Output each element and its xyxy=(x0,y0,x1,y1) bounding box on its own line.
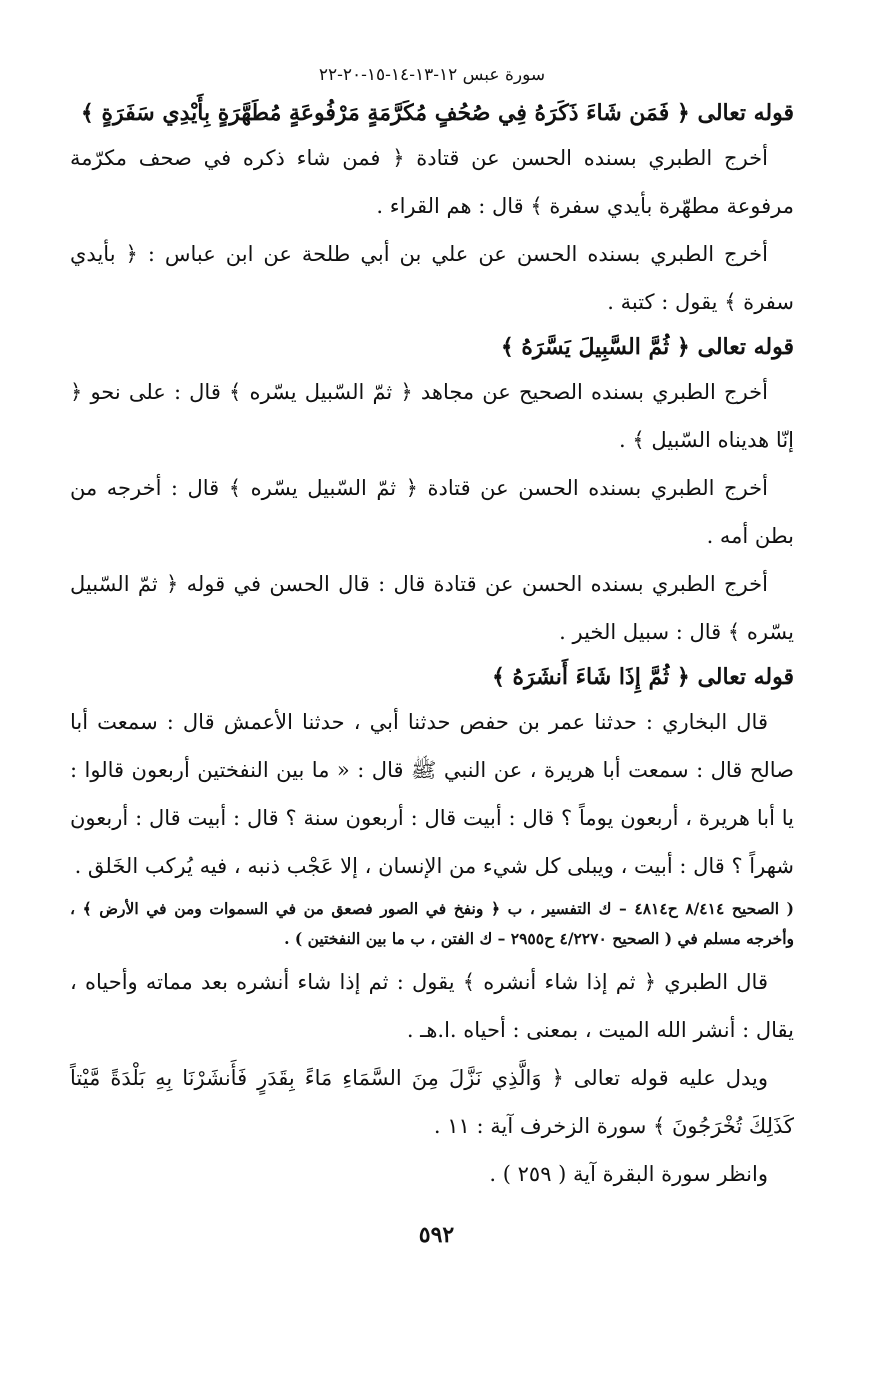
document-page xyxy=(70,62,794,1322)
commentary-paragraph: وانظر سورة البقرة آية ( ٢٥٩ ) . xyxy=(489,1162,768,1186)
page-number: ٥٩٢ xyxy=(418,1222,455,1248)
hadith-paragraph: قال البخاري : حدثنا عمر بن حفص حدثنا أبي ، حدثنا الأعمش قال : سمعت أبا صالح قال : سمعت أبا هريرة ، عن النبي ﷺ قال : « ما بين النفختين أربعون قالوا : يا أبا هريرة ، أربعون يوماً ؟ قال : أبيت قال : أربعون سنة ؟ قال : أبيت قال : أربعون شهراً ؟ قال : أبيت ، ويبلى كل شيء من الإنسان ، إلا عَجْب ذنبه ، فيه يُركب الخَلق . xyxy=(70,710,794,878)
verse-heading: قوله تعالى ﴿ ثُمَّ إِذَا شَاءَ أَنشَرَهُ ﴾ xyxy=(491,664,794,690)
commentary-paragraph: قال الطبري ﴿ ثم إذا شاء أنشره ﴾ يقول : ثم إذا شاء أنشره بعد مماته وأحياه ، يقال : أنشر الله الميت ، بمعنى : أحياه .ا.هـ . xyxy=(70,970,794,1042)
commentary-paragraph: أخرج الطبري بسنده الصحيح عن مجاهد ﴿ ثمّ السّبيل يسّره ﴾ قال : على نحو ﴿ إنّا هديناه السّبيل ﴾ . xyxy=(70,380,794,452)
commentary-paragraph: أخرج الطبري بسنده الحسن عن قتادة قال : قال الحسن في قوله ﴿ ثمّ السّبيل يسّره ﴾ قال : سبيل الخير . xyxy=(70,572,794,644)
commentary-paragraph: أخرج الطبري بسنده الحسن عن علي بن أبي طلحة عن ابن عباس : ﴿ بأيدي سفرة ﴾ يقول : كتبة . xyxy=(70,242,794,314)
verse-heading: قوله تعالى ﴿ ثُمَّ السَّبِيلَ يَسَّرَهُ ﴾ xyxy=(500,334,794,360)
commentary-paragraph: أخرج الطبري بسنده الحسن عن قتادة ﴿ فمن شاء ذكره في صحف مكرّمة مرفوعة مطهّرة بأيدي سفرة ﴾ قال : هم القراء . xyxy=(70,146,794,218)
commentary-paragraph: أخرج الطبري بسنده الحسن عن قتادة ﴿ ثمّ السّبيل يسّره ﴾ قال : أخرجه من بطن أمه . xyxy=(70,476,794,548)
running-header: سورة عبس ١٢-١٣-١٤-١٥-٢٠-٢٢ xyxy=(318,65,546,85)
verse-heading: قوله تعالى ﴿ فَمَن شَاءَ ذَكَرَهُ فِي صُحُفٍ مُكَرَّمَةٍ مَرْفُوعَةٍ مُطَهَّرَةٍ بِأَيْدِي سَفَرَةٍ ﴾ xyxy=(80,100,794,126)
source-reference: ( الصحيح ٨/٤١٤ ح٤٨١٤ – ك التفسير ، ب ﴿ ونفخ في الصور فصعق من في السموات ومن في الأرض ﴾ ، وأخرجه مسلم في ( الصحيح ٤/٢٢٧٠ ح٢٩٥٥ – ك الفتن ، ب ما بين النفختين ) . xyxy=(70,899,794,948)
commentary-paragraph: ويدل عليه قوله تعالى ﴿ وَالَّذِي نَزَّلَ مِنَ السَّمَاءِ مَاءً بِقَدَرٍ فَأَنشَرْنَا بِهِ بَلْدَةً مَّيْتاً كَذَلِكَ تُخْرَجُونَ ﴾ سورة الزخرف آية : ١١ . xyxy=(70,1066,794,1138)
